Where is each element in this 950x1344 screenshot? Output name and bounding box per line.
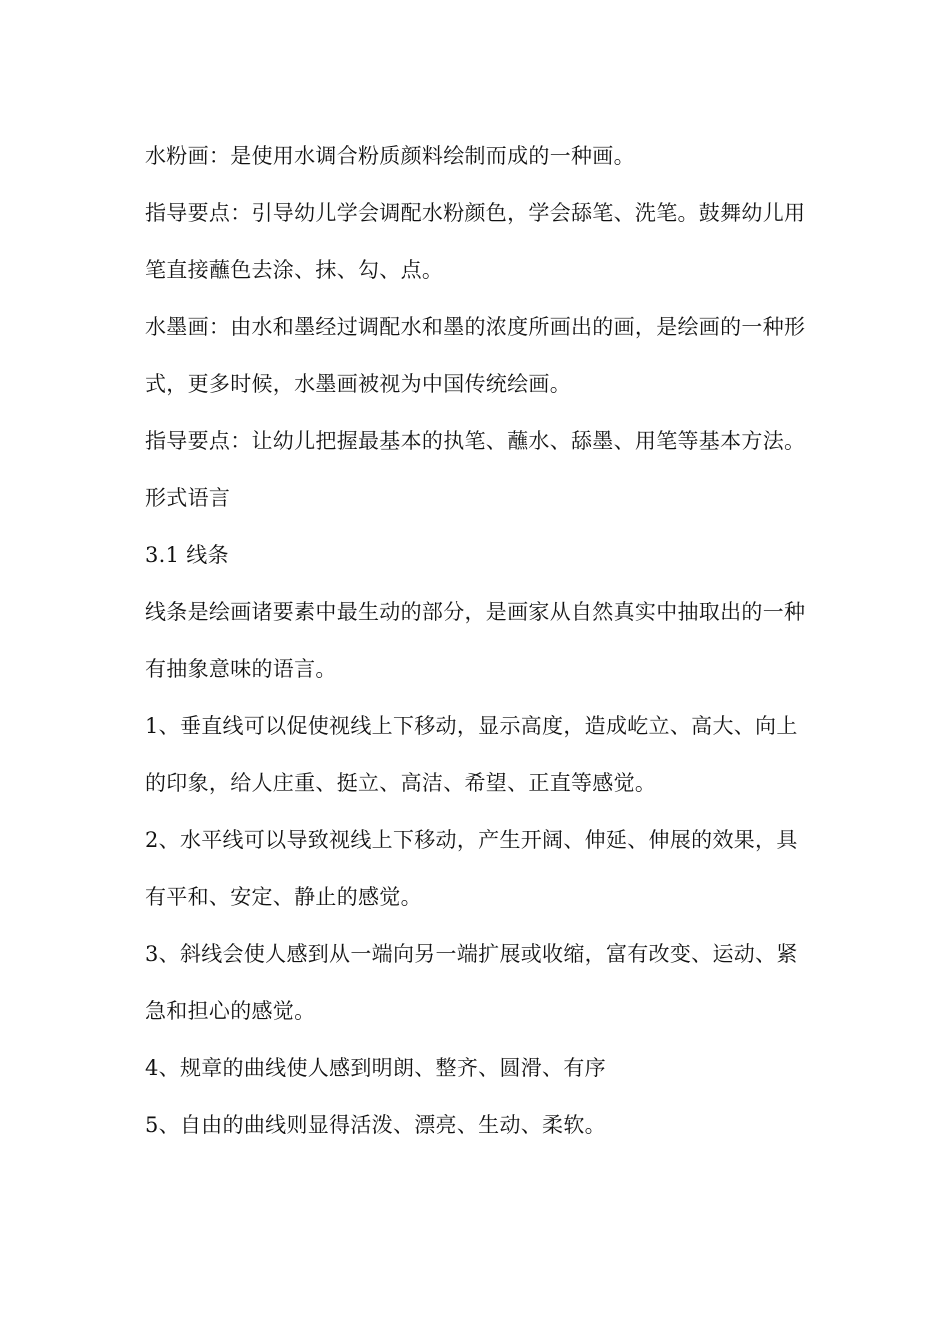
paragraph-lines-intro: 线条是绘画诸要素中最生动的部分，是画家从自然真实中抽取出的一种有抽象意味的语言。 — [145, 600, 806, 681]
list-item-diagonal-lines: 3、斜线会使人感到从一端向另一端扩展或收缩，富有改变、运动、紧急和担心的感觉。 — [145, 942, 798, 1023]
paragraph-gouache-guidance: 指导要点：引导幼儿学会调配水粉颜色，学会舔笔、洗笔。鼓舞幼儿用笔直接蘸色去涂、抹、勾、点。 — [145, 201, 806, 282]
list-item-free-curves: 5、自由的曲线则显得活泼、漂亮、生动、柔软。 — [145, 1113, 606, 1137]
list-item-horizontal-lines: 2、水平线可以导致视线上下移动，产生开阔、伸延、伸展的效果，具有平和、安定、静止的感觉。 — [145, 828, 798, 909]
list-item-vertical-lines: 1、垂直线可以促使视线上下移动，显示高度，造成屹立、高大、向上的印象，给人庄重、挺立、高洁、希望、正直等感觉。 — [145, 714, 798, 795]
section-heading-form-language: 形式语言 — [145, 486, 231, 510]
document-body — [145, 128, 817, 1154]
paragraph-gouache-definition: 水粉画：是使用水调合粉质颜料绘制而成的一种画。 — [145, 144, 635, 168]
paragraph-ink-definition: 水墨画：由水和墨经过调配水和墨的浓度所画出的画，是绘画的一种形式，更多时候，水墨画被视为中国传统绘画。 — [145, 315, 806, 396]
list-item-regular-curves: 4、规章的曲线使人感到明朗、整齐、圆滑、有序 — [145, 1056, 606, 1080]
subsection-heading-lines: 3.1 线条 — [145, 543, 229, 567]
paragraph-ink-guidance: 指导要点：让幼儿把握最基本的执笔、蘸水、舔墨、用笔等基本方法。 — [145, 429, 806, 453]
